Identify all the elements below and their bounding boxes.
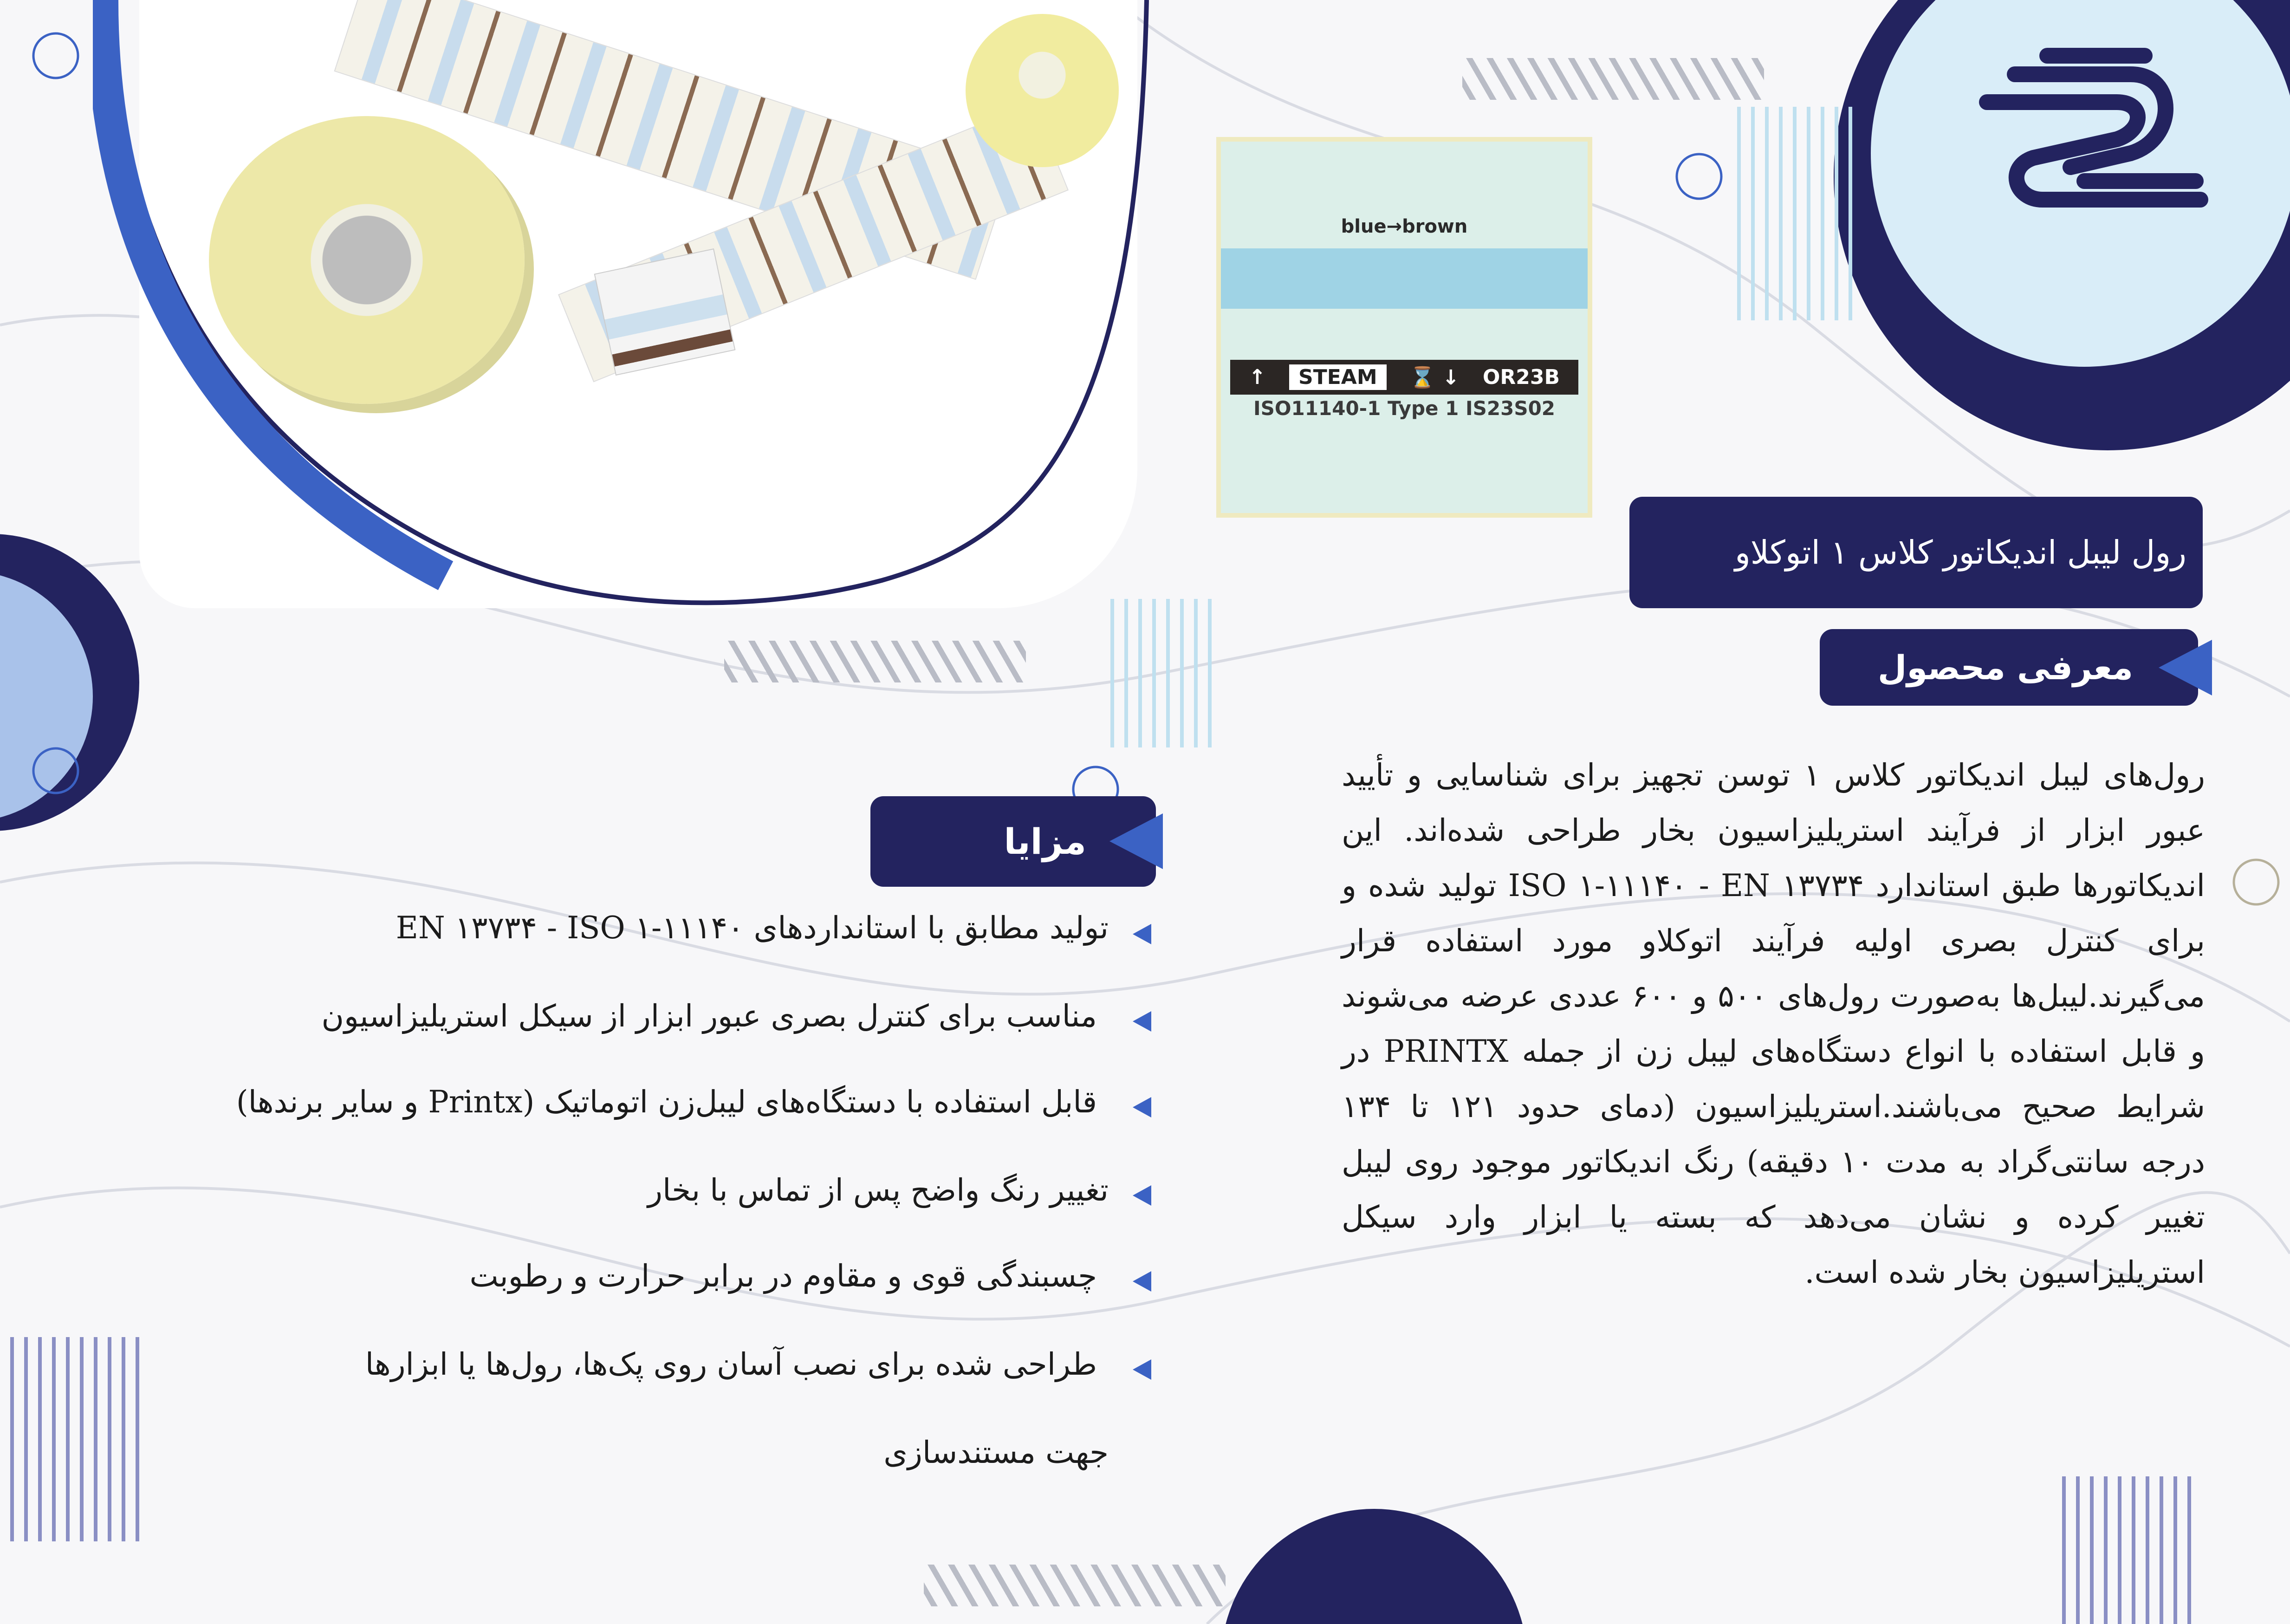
indicator-label-image	[1216, 137, 1592, 518]
bullet-icon	[1133, 1011, 1151, 1032]
benefit-item: جهت مستندسازی	[883, 1435, 1109, 1470]
company-logo	[1978, 46, 2210, 214]
indicator-band	[1221, 248, 1588, 309]
bullet-icon	[1133, 1359, 1151, 1380]
benefit-item: طراحی شده برای نصب آسان روی پک‌ها، رول‌ها یا ابزارها	[365, 1346, 1097, 1382]
photo-frame	[93, 0, 1161, 631]
product-title-text: رول لیبل اندیکاتور کلاس ۱ اتوکلاو	[1734, 533, 2186, 572]
steam-tag: STEAM	[1289, 364, 1387, 390]
vertical-stripes	[2052, 1476, 2191, 1624]
intro-paragraph: رول‌های لیبل اندیکاتور کلاس ۱ توسن تجهیز برای شناسایی و تأیید عبور ابزار از فرآیند استریلیزاسیون بخار طراحی شده‌اند. این اندیکاتورها طبق استاندارد ISO ۱-۱۱۱۴۰ - EN ۱۳۷۳۴ تولید شده و برای کنترل بصری اولیه فرآیند اتوکلاو مورد استفاده قرار می‌گیرند.لیبل‌ها به‌صورت رول‌های ۵۰۰ و ۶۰۰ عددی عرضه می‌شوند و قابل استفاده با انواع دستگاه‌های لیبل زن از جمله PRINTX در شرایط صحیح می‌باشند.استریلیزاسیون (دمای حدود ۱۲۱ تا ۱۳۴ درجه سانتی‌گراد به مدت ۱۰ دقیقه) رنگ اندیکاتور موجود روی لیبل تغییر کرده و نشان می‌دهد که بسته یا ابزار وارد سیکل استریلیزاسیون بخار شده است.	[1342, 757, 2205, 1290]
benefit-item: تولید مطابق با استانداردهای EN ۱۳۷۳۴ - ISO ۱-۱۱۱۴۰	[396, 910, 1109, 946]
bullet-icon	[1133, 924, 1151, 944]
color-change-text: blue→brown	[1341, 216, 1468, 237]
vertical-stripes	[0, 1337, 139, 1541]
triangle-arrow-icon	[2159, 640, 2212, 695]
label-standard: ISO11140-1 Type 1 IS23S02	[1253, 397, 1556, 420]
benefits-heading-text: مزایا	[1004, 821, 1086, 862]
benefit-item: قابل استفاده با دستگاه‌های لیبل‌زن اتوماتیک (Printx و سایر برندها)	[236, 1084, 1097, 1120]
intro-heading-text: معرفی محصول	[1877, 648, 2133, 687]
vertical-stripes	[1100, 599, 1216, 747]
bullet-icon	[1133, 1097, 1151, 1117]
hourglass-icon: ⌛ ↓	[1409, 365, 1460, 390]
bullet-icon	[1133, 1185, 1151, 1206]
chevron-strip	[1462, 58, 1764, 100]
up-arrow-icon: ↑	[1249, 365, 1266, 389]
intro-heading	[1820, 629, 2198, 706]
chevron-strip	[924, 1565, 1226, 1606]
vertical-stripes	[1727, 107, 1857, 320]
product-title	[1629, 497, 2203, 608]
benefit-item: تغییر رنگ واضح پس از تماس با بخار	[648, 1172, 1109, 1208]
label-code: OR23B	[1482, 365, 1560, 389]
triangle-arrow-icon	[1109, 813, 1163, 869]
benefit-item: مناسب برای کنترل بصری عبور ابزار از سیکل استریلیزاسیون	[321, 998, 1097, 1034]
benefit-item: چسبندگی قوی و مقاوم در برابر حرارت و رطوبت	[469, 1258, 1097, 1294]
label-info-bar	[1230, 360, 1578, 395]
bullet-icon	[1133, 1271, 1151, 1292]
chevron-strip	[724, 641, 1026, 682]
